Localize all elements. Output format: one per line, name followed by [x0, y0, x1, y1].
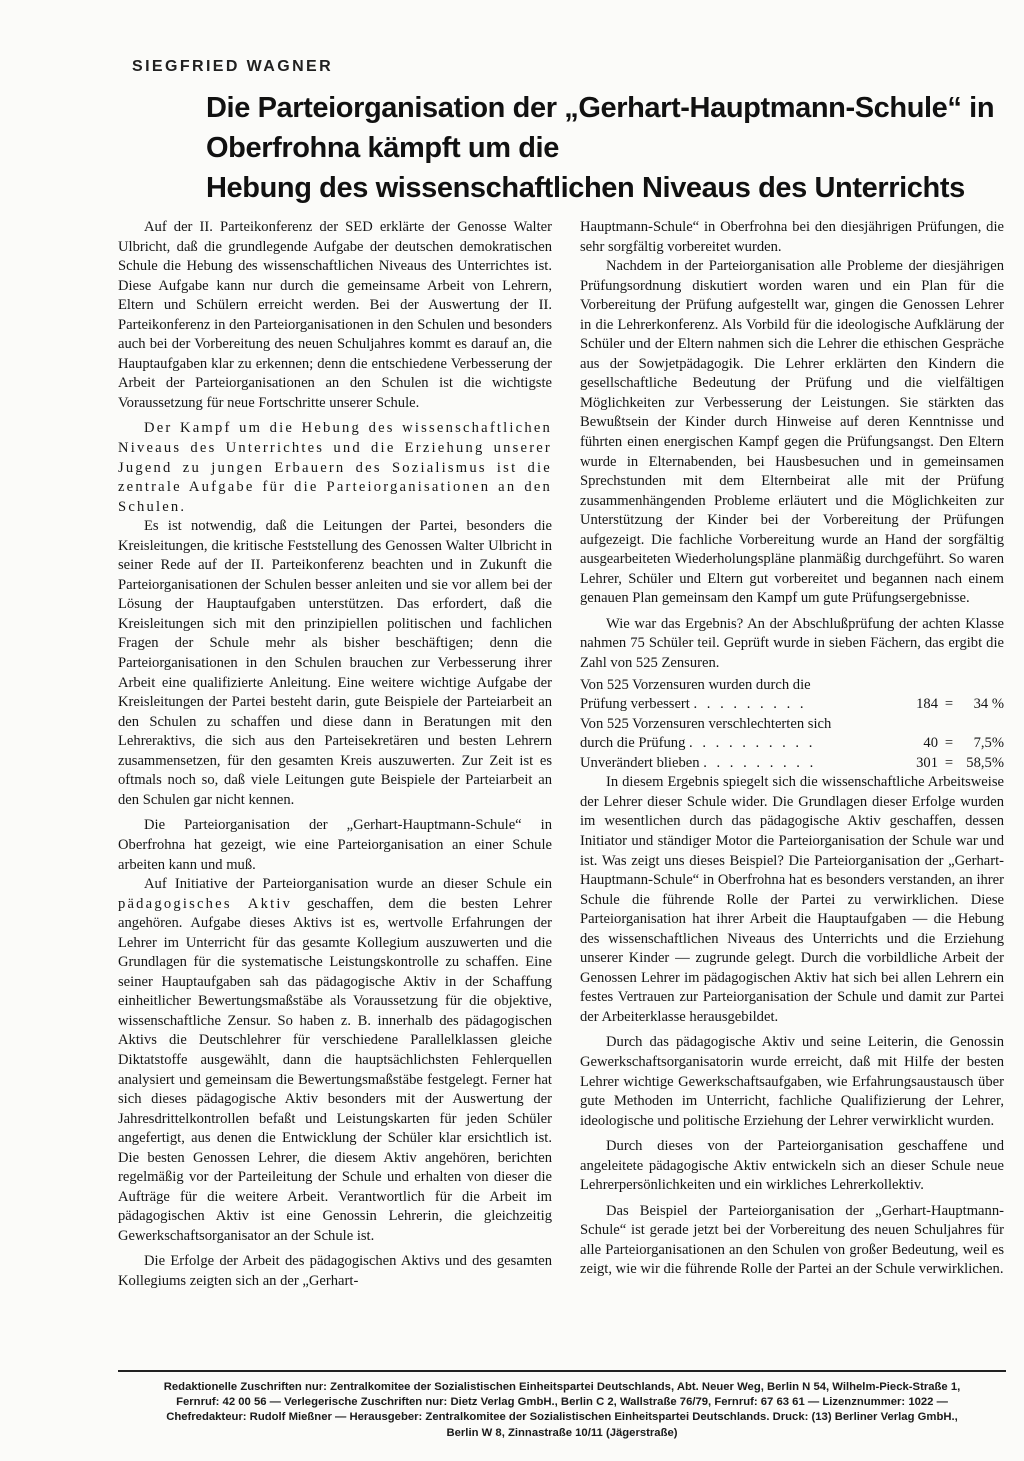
result-label: Unverändert blieben . . . . . . . . . [580, 754, 817, 771]
result-label: Prüfung verbessert . . . . . . . . . [580, 696, 807, 713]
paragraph: Wie war das Ergebnis? An der Abschlußprüfung der achten Klasse nahmen 75 Schüler teil. Geprüft wurde in sieben Fächern, das ergibt die Zahl von 525 Zensuren. [580, 615, 1004, 672]
result-value: 40 [923, 735, 938, 752]
paragraph: Durch dieses von der Parteiorganisation geschaffene und angeleitete pädagogische Aktiv entwickeln sich an dieser Schule neue Lehrerpersönlichkeiten und ein wirkliches Lehrerkollektiv. [580, 1138, 1004, 1194]
paragraph: Die Erfolge der Arbeit des pädagogischen Aktivs und des gesamten Kollegiums zeigten sich an der „Gerhart- [118, 1253, 552, 1289]
paragraph [118, 875, 552, 1246]
results-table [580, 676, 1004, 774]
paragraph-text: geschaffen, dem die besten Lehrer angehören. Aufgabe dieses Aktivs ist es, wertvolle Erfahrungen der Lehrer im Unterricht für das gesamte Kollegium auszuwerten und die Grundlagen für die systematische Leistungskontrolle zu schaffen. Eine seiner Hauptaufgaben sah das pädagogische Aktiv in der Schaffung einheitlicher Bewertungsmaßstäbe als Voraussetzung für die objektive, wissenschaftliche Zensur. So haben z. B. innerhalb des pädagogischen Aktivs die Deutschlehrer für verschiedene Parallelklassen gleiche Diktatstoffe ausgewählt, dann die hauptsächlichsten Fehlerquellen analysiert und gemeinsam die Bewertungsmaßstäbe festgelegt. Ferner hat sich dieses pädagogische Aktiv besonders mit der Auswertung der Jahresdrittelkontrollen befaßt und Leistungskarten für jeden Schüler angefertigt, aus denen die Entwicklung der Schüler klar ersichtlich ist. Die besten Genossen Lehrer, die diesem Aktiv angehören, berichten regelmäßig vor der Parteileitung der Schule und erhalten von dieser die Aufträge für die weitere Arbeit. Verantwortlich für die Arbeit im pädagogischen Aktiv ist eine Genossin Lehrerin, die gleichzeitig Gewerkschaftsorganisator an der Schule ist. [118, 895, 552, 1244]
headline-line-3: Hebung des wissenschaftlichen Niveaus des Unterrichts [206, 172, 965, 204]
imprint-line: Chefredakteur: Rudolf Mießner — Herausgeber: Zentralkomitee der Sozialistischen Einheitspartei Deutschlands. Druck: (13) Berliner Verlag GmbH., [166, 1411, 958, 1424]
result-label: Von 525 Vorzensuren wurden durch die [580, 676, 811, 693]
headline-line-2: Oberfrohna kämpft um die [206, 132, 559, 164]
paragraph: Nachdem in der Parteiorganisation alle Probleme der diesjährigen Prüfungsordnung diskutiert worden waren und ein Plan für die Vorbereitung der Prüfung aufgestellt war, gingen die Genossen Lehrer in die Lehrerkonferenz. Als Vorbild für die ideologische Aufklärung der Schüler und der Eltern nahmen sich die Lehrer die ethischen Gespräche aus der Sowjetpädagogik. Die Lehrer erklärten den Kindern die gesellschaftliche Bedeutung der Prüfung und die vielfältigen Möglichkeiten zur Verbesserung der Leistungen. Sie stärkten das Bewußtsein der Kinder durch Hinweise auf deren Kenntnisse und führten einen energischen Kampf gegen die Prüfungsangst. Den Eltern wurde in Elternabenden, bei Hausbesuchen und in gemeinsamen Sprechstunden mit dem Elternbeirat alle mit der Prüfung zusammenhängenden Probleme erläutert und die Möglichkeiten zur Unterstützung der Kinder bei der Vorbereitung der Prüfungen aufgezeigt. Die fachliche Vorbereitung wurde an Hand der sorgfältig ausgearbeiteten Wiederholungspläne planmäßig durchgeführt. So waren Lehrer, Schüler und Eltern gut vorbereitet und begannen nach einem genauen Plan gemeinsam den Kampf um gute Prüfungsergebnisse. [580, 258, 1004, 607]
emphasized-paragraph: Der Kampf um die Hebung des wissenschaftlichen Niveaus des Unterrichtes und die Erziehung unserer Jugend zu jungen Erbauern des Sozialismus ist die zentrale Aufgabe für die Parteiorganisationen an den Schulen. [118, 420, 552, 515]
result-percent: 7,5% [973, 735, 1004, 752]
paragraph-continued: Hauptmann-Schule“ in Oberfrohna bei den diesjährigen Prüfungen, die sehr sorgfältig vorbereitet wurden. [580, 219, 1004, 255]
result-equals: = [944, 754, 954, 771]
result-label: Von 525 Vorzensuren verschlechterten sich [580, 715, 832, 732]
result-equals: = [944, 735, 954, 752]
paragraph: Die Parteiorganisation der „Gerhart-Hauptmann-Schule“ in Oberfrohna hat gezeigt, wie eine Parteiorganisation an einer Schule arbeiten kann und muß. [118, 817, 552, 873]
result-label: durch die Prüfung . . . . . . . . . . [580, 735, 816, 752]
result-value: 301 [916, 754, 938, 771]
result-value: 184 [916, 696, 938, 713]
paragraph-text: Auf Initiative der Parteiorganisation wurde an dieser Schule ein [144, 876, 552, 893]
result-percent: 34 % [973, 696, 1004, 713]
result-row [580, 754, 1004, 774]
result-equals: = [944, 696, 954, 713]
result-percent: 58,5% [966, 754, 1004, 771]
paragraph: In diesem Ergebnis spiegelt sich die wissenschaftliche Arbeitsweise der Lehrer dieser Schule wider. Die Grundlagen dieser Erfolge wurden im wesentlichen durch das pädagogische Aktiv geschaffen, dessen Initiator und ständiger Motor die Parteiorganisation der Schule war und ist. Was zeigt uns dieses Beispiel? Die Parteiorganisation der „Gerhart-Hauptmann-Schule“ in Oberfrohna hat es besonders verstanden, an ihrer Schule die führende Rolle der Partei zu verwirklichen. Diese Parteiorganisation hat ihrer Arbeit die Hauptaufgaben — die Hebung des wissenschaftlichen Niveaus des Unterrichts und die Erziehung unserer Kinder — zugrunde gelegt. Durch die vorbildliche Arbeit der Genossen Lehrer im pädagogischen Aktiv hat sich bei allen Lehrern ein festes Vertrauen zur Parteiorganisation der Schule und damit zur Partei der Arbeiterklasse herausgebildet. [580, 774, 1004, 1025]
paragraph: Es ist notwendig, daß die Leitungen der Partei, besonders die Kreisleitungen, die kritische Feststellung des Genossen Walter Ulbricht in seiner Rede auf der II. Parteikonferenz beachten und in Zukunft die Parteiorganisationen der Schulen besser anleiten und sie vor allem bei der Lösung der Hauptaufgaben unterstützen. Das erfordert, daß die Kreisleitungen sich mit den prinzipiellen politischen und fachlichen Fragen der Schule mehr als bisher beschäftigen; denn die Parteiorganisationen in den Schulen brauchen zur Verbesserung ihrer Arbeit eine qualifizierte Anleitung. Eine weitere wichtige Aufgabe der Kreisleitungen der Partei besteht darin, gute Beispiele der Parteiarbeit an den Schulen zu schaffen und diese dann in Beratungen mit den Lehreraktivs, die sich aus den Parteisekretären und besten Lehrern zusammensetzen, für den gesamten Kreis auszuwerten. Zur Zeit ist es oftmals noch so, daß viele Leitungen gute Beispiele der Parteiarbeit an den Schulen gar nicht kennen. [118, 518, 552, 808]
result-row [580, 715, 1004, 754]
imprint-footer [118, 1380, 1006, 1441]
paragraph: Durch das pädagogische Aktiv und seine Leiterin, die Genossin Gewerkschaftsorganisatorin wurde erreicht, daß mit Hilfe der besten Lehrer wichtige Gewerkschaftsaufgaben, wie Erfahrungsaustausch über gute Methoden im Unterricht, fachliche Qualifizierung der Lehrer, ideologische und politische Erziehung der Lehrer verwirklicht wurden. [580, 1034, 1004, 1129]
footer-divider [118, 1370, 1006, 1372]
right-column [580, 218, 1004, 1280]
author-name: SIEGFRIED WAGNER [132, 58, 334, 75]
imprint-line: Berlin W 8, Zinnastraße 10/11 (Jägerstraße) [446, 1426, 678, 1439]
headline-line-1: Die Parteiorganisation der „Gerhart-Hauptmann-Schule“ in [206, 92, 995, 124]
imprint-line: Fernruf: 42 00 56 — Verlegerische Zuschriften nur: Dietz Verlag GmbH., Berlin C 2, Wallstraße 76/79, Fernruf: 67 63 61 — Lizenznummer: 1022 — [176, 1396, 948, 1409]
result-row [580, 676, 1004, 715]
article-headline [206, 88, 1006, 208]
paragraph: Das Beispiel der Parteiorganisation der „Gerhart-Hauptmann-Schule“ ist gerade jetzt bei der Vorbereitung des neuen Schuljahres für alle Parteiorganisationen an den Schulen von großer Bedeutung, weil es zeigt, wie wir die führende Rolle der Partei an der Schule verwirklichen. [580, 1202, 1004, 1278]
emphasized-term: pädagogisches Aktiv [118, 895, 293, 912]
left-column [118, 218, 552, 1292]
paragraph: Auf der II. Parteikonferenz der SED erklärte der Genosse Walter Ulbricht, daß die grundlegende Aufgabe der deutschen demokratischen Schule die Hebung des wissenschaftlichen Niveaus des Unterrichtes ist. Diese Aufgabe kann nur durch die gemeinsame Arbeit von Lehrern, Eltern und Schülern erreicht werden. Bei der Auswertung der II. Parteikonferenz in den Parteiorganisationen in den Schulen und besonders auch bei der Vorbereitung des neuen Schuljahres kommt es darauf an, die Hauptaufgaben klar zu erkennen; denn die entschiedene Verbesserung der Arbeit der Parteiorganisationen an den Schulen ist die wichtigste Voraussetzung für neue Fortschritte unserer Schule. [118, 219, 552, 411]
imprint-line: Redaktionelle Zuschriften nur: Zentralkomitee der Sozialistischen Einheitspartei Deutschlands, Abt. Neuer Weg, Berlin N 54, Wilhelm-Pieck-Straße 1, [163, 1381, 961, 1393]
